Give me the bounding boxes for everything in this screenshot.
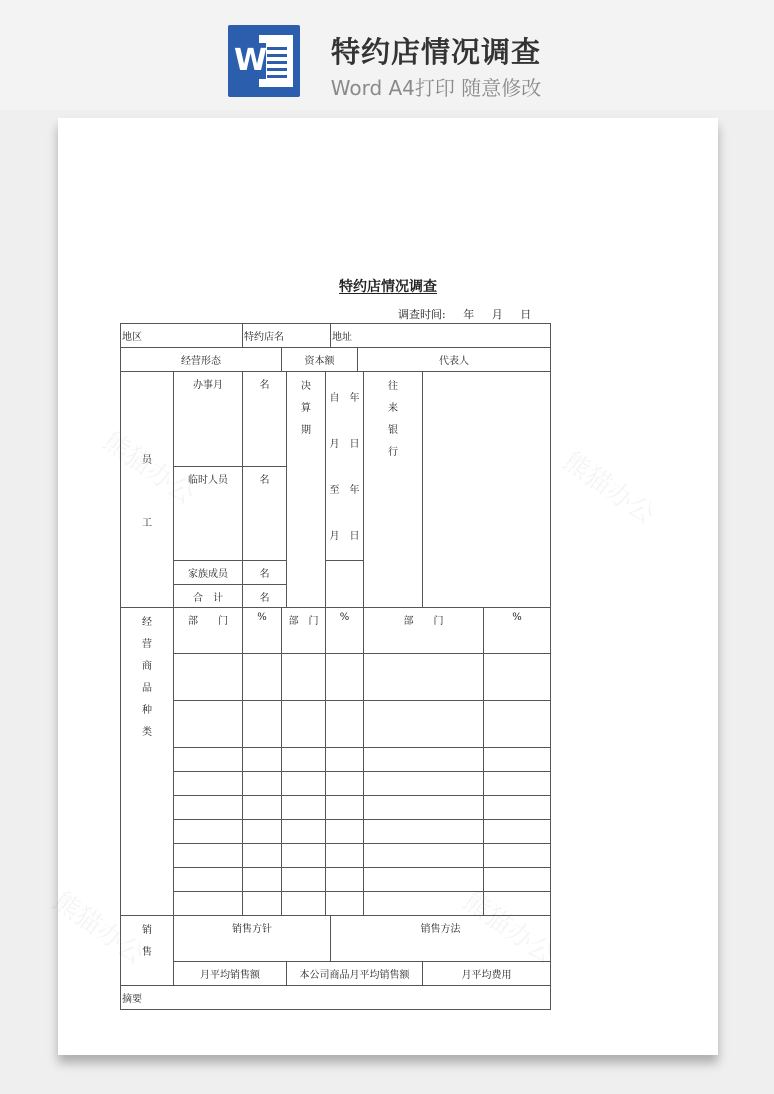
goods-type-label: 经营商品种类	[121, 608, 174, 916]
document-page	[58, 118, 718, 1055]
goods-row	[121, 701, 551, 748]
address-label: 地址	[331, 324, 551, 348]
sales-policy-label: 销售方针	[174, 916, 331, 962]
goods-row	[121, 654, 551, 701]
survey-form-table	[120, 323, 551, 1010]
dept-header-2: 部 门	[282, 608, 326, 654]
survey-time-label: 调查时间:	[398, 308, 446, 321]
clerk-count-unit: 名	[243, 372, 287, 467]
goods-row	[121, 820, 551, 844]
goods-row	[121, 796, 551, 820]
percent-header-2: %	[326, 608, 364, 654]
year-label: 年	[463, 308, 475, 321]
region-label: 地区	[121, 324, 243, 348]
settlement-blank	[326, 561, 364, 608]
company-avg-sales-label: 本公司商品月平均销售额	[287, 962, 423, 986]
goods-row	[121, 844, 551, 868]
family-count-unit: 名	[243, 561, 287, 585]
sales-label: 销售	[121, 916, 174, 986]
goods-row	[121, 892, 551, 916]
total-count-unit: 名	[243, 585, 287, 608]
settlement-to: 至 年 月 日	[329, 485, 370, 542]
settlement-from: 自 年 月 日	[329, 393, 370, 450]
dept-header-1: 部 门	[174, 608, 243, 654]
staff-char-2: 工	[142, 517, 152, 529]
header-title: 特约店情况调查	[330, 35, 541, 69]
summary-label: 摘要	[121, 986, 551, 1010]
temp-count-unit: 名	[243, 466, 287, 561]
day-label: 日	[520, 308, 532, 321]
month-label: 月	[491, 308, 503, 321]
percent-header-1: %	[243, 608, 282, 654]
watermark	[557, 442, 663, 532]
bank-value	[423, 372, 551, 608]
temp-staff-label: 临时人员	[174, 466, 243, 561]
staff-label	[121, 372, 174, 608]
clerk-label: 办事月	[174, 372, 243, 467]
goods-row	[121, 868, 551, 892]
settlement-label: 决算期	[287, 372, 326, 608]
staff-char-1: 员	[142, 454, 152, 466]
header-subtitle: Word A4打印 随意修改	[330, 76, 542, 100]
survey-time-line	[398, 306, 531, 322]
goods-row	[121, 748, 551, 772]
total-label: 合 计	[174, 585, 243, 608]
sales-method-label: 销售方法	[331, 916, 551, 962]
word-letter: W	[234, 43, 268, 78]
document-title: 特约店情况调查	[339, 279, 437, 295]
avg-monthly-cost-label: 月平均费用	[423, 962, 551, 986]
dept-header-3: 部 门	[364, 608, 484, 654]
word-icon	[228, 25, 300, 97]
header-banner	[0, 0, 774, 110]
shop-name-label: 特约店名	[243, 324, 331, 348]
capital-label: 资本额	[282, 348, 358, 372]
avg-monthly-sales-label: 月平均销售额	[174, 962, 287, 986]
business-form-label: 经营形态	[121, 348, 282, 372]
settlement-period	[326, 372, 370, 561]
percent-header-3: %	[484, 608, 551, 654]
bank-label: 往来银行	[364, 372, 423, 608]
family-label: 家族成员	[174, 561, 243, 585]
representative-label: 代表人	[358, 348, 551, 372]
goods-row	[121, 772, 551, 796]
